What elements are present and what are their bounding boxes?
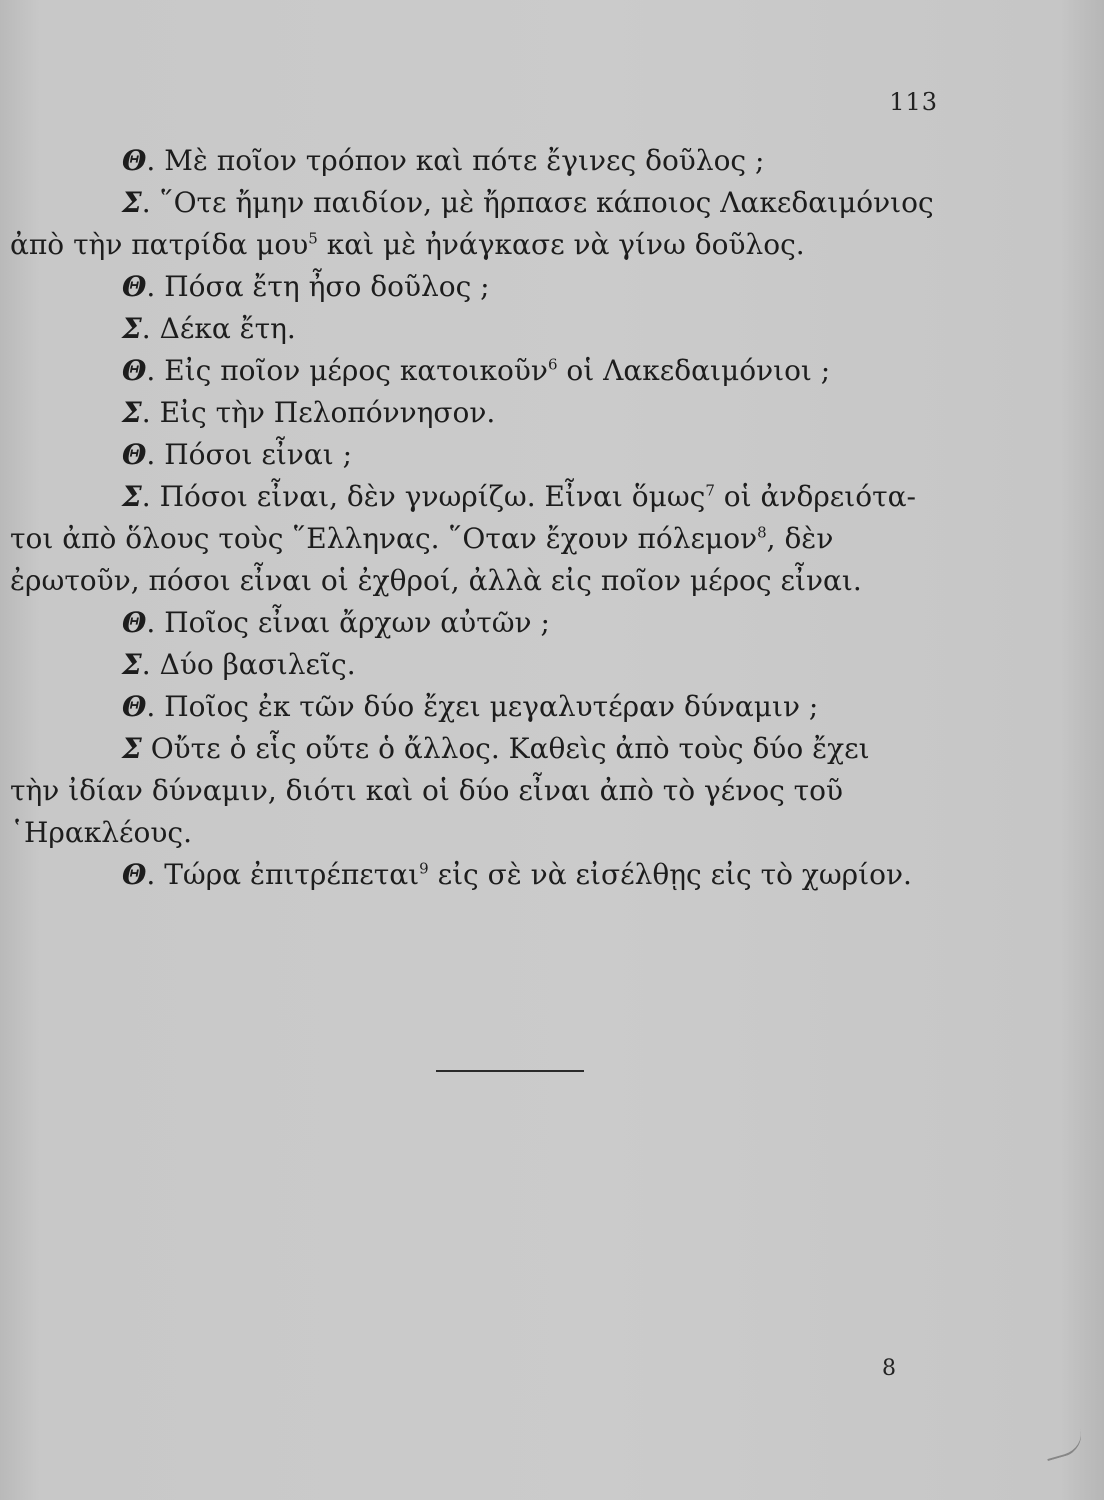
signature-mark: 8: [882, 1356, 896, 1381]
dialogue-text: [10, 140, 938, 896]
line-text: τοι ἀπὸ ὅλους τοὺς ῞Ελληνας. ῞Οταν ἔχουν πόλεμον: [10, 522, 758, 555]
line-text: . Τώρα ἐπιτρέπεται: [146, 858, 420, 891]
dialogue-line: [122, 476, 938, 518]
speaker-label: Σ: [122, 312, 142, 345]
footnote-marker: 7: [705, 481, 715, 500]
dialogue-line: [122, 644, 938, 686]
speaker-label: Θ: [122, 858, 147, 891]
dialogue-line-continuation: [10, 224, 938, 266]
line-text: . Πόσοι εἶναι, δὲν γνωρίζω. Εἶναι ὅμως: [141, 480, 706, 513]
dialogue-line-continuation: [10, 812, 938, 854]
dialogue-line-continuation: [10, 560, 938, 602]
dialogue-line: [122, 602, 938, 644]
line-text: ἐρωτοῦν, πόσοι εἶναι οἱ ἐχθροί, ἀλλὰ εἰς ποῖον μέρος εἶναι.: [10, 564, 862, 597]
line-text: . Εἰς τὴν Πελοπόννησον.: [141, 396, 496, 429]
line-text: . Πόσα ἔτη ἦσο δοῦλος ;: [146, 270, 490, 303]
line-text-tail: , δὲν: [766, 522, 834, 555]
speaker-label: Θ: [122, 354, 147, 387]
footnote-marker: 5: [308, 229, 318, 248]
footnote-marker: 9: [419, 859, 429, 878]
line-text: . Ποῖος ἐκ τῶν δύο ἔχει μεγαλυτέραν δύναμιν ;: [146, 690, 819, 723]
line-text: τὴν ἰδίαν δύναμιν, διότι καὶ οἱ δύο εἶναι ἀπὸ τὸ γένος τοῦ: [10, 774, 844, 807]
speaker-label: Θ: [122, 606, 147, 639]
line-text: ῾Ηρακλέους.: [10, 816, 192, 849]
line-text-tail: εἰς σὲ νὰ εἰσέλθῃς εἰς τὸ χωρίον.: [428, 858, 912, 891]
page-number: 113: [889, 88, 938, 116]
line-text: . Μὲ ποῖον τρόπον καὶ πότε ἔγινες δοῦλος ;: [146, 144, 765, 177]
line-text-tail: οἱ Λακεδαιμόνιοι ;: [557, 354, 831, 387]
speaker-label: Σ: [122, 480, 142, 513]
line-text: . Δύο βασιλεῖς.: [141, 648, 356, 681]
line-text: . ῞Οτε ἤμην παιδίον, μὲ ἤρπασε κάποιος Λακεδαιμόνιος: [141, 186, 934, 219]
line-text: . Εἰς ποῖον μέρος κατοικοῦν: [146, 354, 548, 387]
dialogue-line: [122, 182, 938, 224]
footnote-marker: 8: [757, 523, 767, 542]
line-text: . Ποῖος εἶναι ἄρχων αὐτῶν ;: [146, 606, 550, 639]
dialogue-line: [122, 140, 938, 182]
dialogue-line: [122, 686, 938, 728]
speaker-label: Θ: [122, 144, 147, 177]
dialogue-line: [122, 392, 938, 434]
speaker-label: Σ: [122, 396, 142, 429]
speaker-label: Θ: [122, 438, 147, 471]
line-text-tail: καὶ μὲ ἠνάγκασε νὰ γίνω δοῦλος.: [317, 228, 805, 261]
speaker-label: Σ: [122, 186, 142, 219]
section-divider: [436, 1070, 584, 1072]
speaker-label: Σ: [122, 648, 142, 681]
dialogue-line-continuation: [10, 770, 938, 812]
dialogue-line: [122, 350, 938, 392]
speaker-label: Θ: [122, 270, 147, 303]
page-corner-curl: [1042, 1429, 1087, 1461]
dialogue-line: [122, 854, 938, 896]
line-text-tail: οἱ ἀνδρειότα-: [714, 480, 916, 513]
dialogue-line: [122, 728, 938, 770]
speaker-label: Σ: [122, 732, 142, 765]
dialogue-line: [122, 266, 938, 308]
dialogue-line-continuation: [10, 518, 938, 560]
line-text: . Δέκα ἔτη.: [141, 312, 296, 345]
line-text: . Πόσοι εἶναι ;: [146, 438, 353, 471]
dialogue-line: [122, 434, 938, 476]
dialogue-line: [122, 308, 938, 350]
line-text: Οὔτε ὁ εἷς οὔτε ὁ ἄλλος. Καθεὶς ἀπὸ τοὺς δύο ἔχει: [141, 732, 870, 765]
footnote-marker: 6: [547, 355, 558, 374]
speaker-label: Θ: [122, 690, 147, 723]
line-text: ἀπὸ τὴν πατρίδα μου: [10, 228, 309, 261]
